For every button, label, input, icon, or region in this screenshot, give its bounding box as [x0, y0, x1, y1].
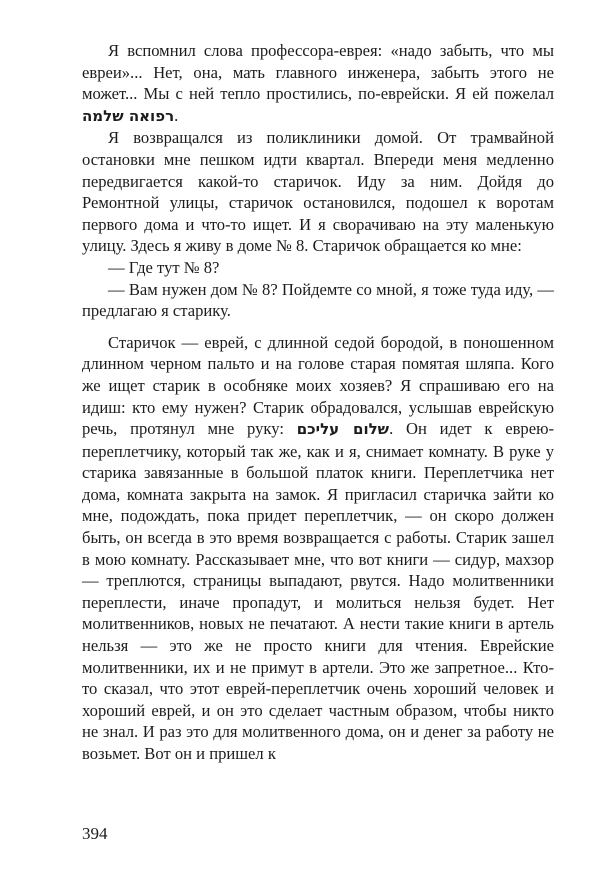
- hebrew-phrase-shalom-aleichem: שלום עליכם: [296, 420, 390, 439]
- page-text: [82, 40, 554, 860]
- paragraph-1-end: .: [174, 105, 179, 125]
- paragraph-1: [82, 40, 554, 127]
- paragraph-3-text: Старичок — еврей, с длинной седой бородой, в поношенном длинном черном пальто и на голове старая помятая шляпа. Кого же ищет старик в особняке моих хозяев? Я спрашиваю его на идиш: кто ему нужен? Старик обрадовался, услышав еврейскую речь, протянул мне руку:: [82, 332, 554, 439]
- hebrew-phrase-refuah-shleimah: רפואה שלמה: [82, 106, 175, 125]
- dialogue-line-2: — Вам нужен дом № 8? Пойдемте со мной, я тоже туда иду, — предлагаю я старику.: [82, 279, 554, 321]
- paragraph-3-continuation: . Он идет к еврею-переплетчику, который так же, как и я, снимает комнату. В руке у старика завязанные в большой платок книги. Переплетчика нет дома, комната закрыта на замок. Я пригласил старичка зайти ко мне, подождать, пока придет переплетчик, — он скоро должен быть, он всегда в это время возвращается с работы. Старик зашел в мою комнату. Рассказывает мне, что вот книги — сидур, махзор — треплются, страницы выпадают, рвутся. Надо молитвенники переплести, иначе пропадут, и молиться нельзя будет. Нет молитвенников, новых не печатают. А нести такие книги в артель нельзя — это же не просто книги для чтения. Еврейские молитвенники, их и не примут в артели. Это же запретное... Кто-то сказал, что этот еврей-переплетчик очень хороший человек и хороший еврей, и он это сделает частным образом, чтобы никто не знал. И раз это для молитвенного дома, он и денег за работу не возьмет. Вот он и пришел к: [82, 419, 554, 763]
- dialogue-line-1: — Где тут № 8?: [108, 257, 220, 277]
- paragraph-2: Я возвращался из поликлиники домой. От трамвайной остановки мне пешком идти квартал. Впереди меня медленно передвигается какой-то старичок. Иду за ним. Дойдя до Ремонтной улицы, старичок остановился, подошел к воротам первого дома и что-то ищет. И я сворачиваю на эту маленькую улицу. Здесь я живу в доме № 8. Старичок обращается ко мне:: [82, 128, 554, 256]
- paragraph-3: [82, 332, 554, 765]
- paragraph-1-text: Я вспомнил слова профессора-еврея: «надо забыть, что мы евреи»... Нет, она, мать главного инженера, забыть этого не может... Мы с ней тепло простились, по-еврейски. Я ей пожелал: [82, 41, 554, 104]
- page-number: 394: [82, 824, 108, 843]
